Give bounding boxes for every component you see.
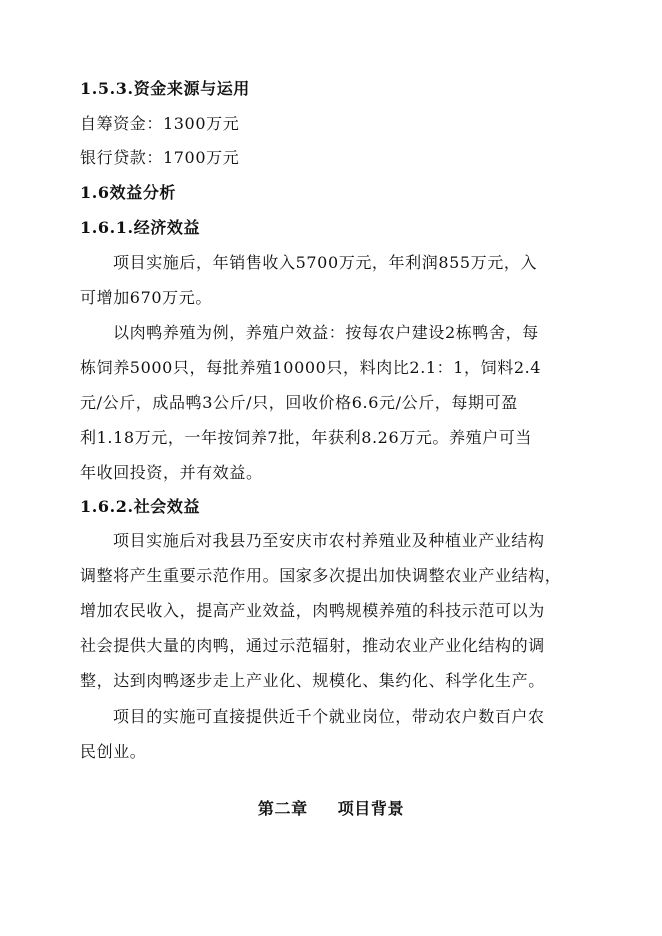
social-para1-line4: 社会提供大量的肉鸭，通过示范辐射，推动农业产业化结构的调 [80, 636, 545, 655]
self-funding-line: 自筹资金：1300万元 [80, 114, 240, 133]
social-para2-line1: 项目的实施可直接提供近千个就业岗位，带动农户数百户农 [113, 707, 545, 726]
chapter-title: 项目背景 [337, 799, 405, 818]
chapter-number: 第二章 [257, 799, 308, 818]
social-para1-line1: 项目实施后对我县乃至安庆市农村养殖业及种植业产业结构 [113, 531, 545, 550]
section-heading-1-6-2: 1.6.2.社会效益 [80, 497, 201, 516]
economic-para2-line1: 以肉鸭养殖为例，养殖户效益：按每农户建设2栋鸭舍，每 [113, 323, 539, 342]
economic-para2-line2: 栋饲养5000只，每批养殖10000只，料肉比2.1：1，饲料2.4 [80, 358, 542, 377]
economic-para1-line1: 项目实施后，年销售收入5700万元，年利润855万元，入 [113, 253, 538, 272]
economic-para1-line2: 可增加670万元。 [80, 288, 212, 307]
section-heading-1-6: 1.6效益分析 [80, 183, 177, 202]
section-heading-1-5-3: 1.5.3.资金来源与运用 [80, 79, 250, 98]
chapter-heading [0, 797, 662, 821]
economic-para2-line3: 元/公斤，成品鸭3公斤/只，回收价格6.6元/公斤，每期可盈 [80, 393, 518, 412]
social-para1-line3: 增加农民收入，提高产业效益，肉鸭规模养殖的科技示范可以为 [80, 601, 545, 620]
social-para1-line5: 整，达到肉鸭逐步走上产业化、规模化、集约化、科学化生产。 [80, 671, 545, 690]
social-para1-line2: 调整将产生重要示范作用。国家多次提出加快调整农业产业结构， [80, 566, 562, 585]
economic-para2-line4: 利1.18万元，一年按饲养7批，年获利8.26万元。养殖户可当 [80, 428, 533, 447]
section-heading-1-6-1: 1.6.1.经济效益 [80, 218, 201, 237]
bank-loan-line: 银行贷款：1700万元 [80, 148, 240, 167]
economic-para2-line5: 年收回投资，并有效益。 [80, 463, 263, 482]
social-para2-line2: 民创业。 [80, 742, 147, 761]
